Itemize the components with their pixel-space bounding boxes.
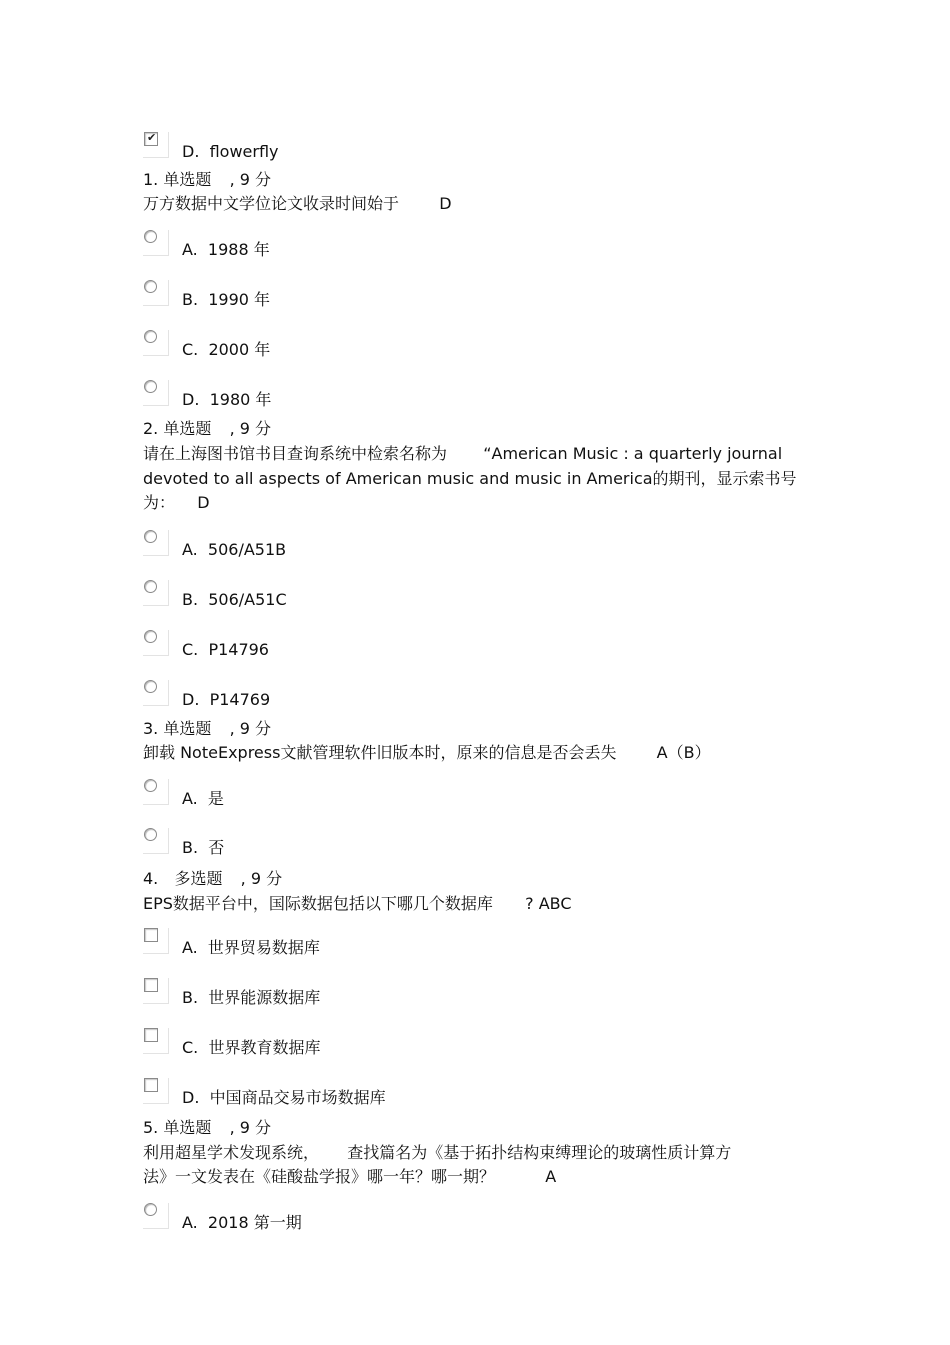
option-letter: B. bbox=[182, 290, 199, 309]
question-5-stem-line-2 bbox=[143, 1167, 556, 1187]
radio-button[interactable] bbox=[144, 230, 157, 243]
option-text: 世界教育数据库 bbox=[208, 1038, 321, 1057]
option-text: 否 bbox=[208, 838, 225, 857]
checkbox[interactable] bbox=[144, 928, 158, 942]
answer-mark: A（B） bbox=[656, 743, 711, 762]
question-2-stem-line-3 bbox=[143, 493, 210, 513]
option-text: 1988 年 bbox=[207, 240, 270, 259]
option-label bbox=[182, 1088, 386, 1108]
answer-mark: D bbox=[197, 493, 210, 512]
checkbox-control[interactable] bbox=[143, 132, 169, 158]
option-letter: D. bbox=[182, 1088, 200, 1107]
radio-button[interactable] bbox=[144, 779, 157, 792]
option-letter: D. bbox=[182, 142, 200, 161]
radio-control[interactable] bbox=[143, 530, 169, 556]
question-5-stem-line-1 bbox=[143, 1143, 731, 1163]
option-text: 是 bbox=[207, 789, 224, 808]
option-letter: C. bbox=[182, 1038, 199, 1057]
radio-button[interactable] bbox=[144, 280, 157, 293]
radio-button[interactable] bbox=[144, 530, 157, 543]
question-score: , 9 分 bbox=[229, 419, 272, 438]
checkbox-control[interactable] bbox=[143, 1028, 169, 1054]
radio-control[interactable] bbox=[143, 828, 169, 854]
question-score: , 9 分 bbox=[229, 719, 272, 738]
option-label bbox=[182, 789, 224, 809]
question-type: 多选题 bbox=[174, 869, 223, 888]
option-letter: D. bbox=[182, 690, 200, 709]
option-text: P14796 bbox=[208, 640, 269, 659]
question-4-header bbox=[143, 869, 282, 889]
question-type: 单选题 bbox=[163, 719, 212, 738]
option-label bbox=[182, 340, 270, 360]
option-letter: B. bbox=[182, 590, 199, 609]
check-icon: ✔ bbox=[147, 131, 157, 144]
option-label bbox=[182, 142, 279, 162]
option-letter: C. bbox=[182, 640, 199, 659]
option-text: 中国商品交易市场数据库 bbox=[209, 1088, 386, 1107]
option-label bbox=[182, 988, 320, 1008]
question-type: 单选题 bbox=[163, 170, 212, 189]
radio-control[interactable] bbox=[143, 230, 169, 256]
option-text: flowerfly bbox=[209, 142, 279, 161]
option-text: P14769 bbox=[209, 690, 271, 709]
checkbox-checked[interactable] bbox=[144, 132, 158, 146]
stem-text: 为： bbox=[143, 493, 176, 512]
option-label bbox=[182, 640, 269, 660]
radio-control[interactable] bbox=[143, 580, 169, 606]
option-label bbox=[182, 240, 270, 260]
radio-button[interactable] bbox=[144, 330, 157, 343]
answer-mark: ? ABC bbox=[525, 894, 572, 913]
radio-button[interactable] bbox=[144, 630, 157, 643]
option-label bbox=[182, 938, 320, 958]
radio-button[interactable] bbox=[144, 380, 157, 393]
radio-button[interactable] bbox=[144, 680, 157, 693]
question-2-header bbox=[143, 419, 271, 439]
option-text: 1990 年 bbox=[208, 290, 271, 309]
checkbox[interactable] bbox=[144, 1028, 158, 1042]
checkbox-control[interactable] bbox=[143, 1078, 169, 1104]
option-text: 506/A51C bbox=[208, 590, 287, 609]
question-5-header bbox=[143, 1118, 271, 1138]
checkbox-control[interactable] bbox=[143, 928, 169, 954]
option-label bbox=[182, 1038, 320, 1058]
option-label bbox=[182, 290, 270, 310]
question-3-header bbox=[143, 719, 271, 739]
question-type: 单选题 bbox=[163, 1118, 212, 1137]
stem-text: 请在上海图书馆书目查询系统中检索名称为 bbox=[143, 444, 448, 463]
radio-control[interactable] bbox=[143, 680, 169, 706]
option-label bbox=[182, 590, 287, 610]
option-letter: A. bbox=[182, 938, 198, 957]
stem-text: 查找篇名为《基于拓扑结构束缚理论的玻璃性质计算方 bbox=[347, 1143, 732, 1162]
option-text: 1980 年 bbox=[209, 390, 272, 409]
question-score: , 9 分 bbox=[229, 170, 272, 189]
option-letter: A. bbox=[182, 240, 198, 259]
checkbox-control[interactable] bbox=[143, 978, 169, 1004]
question-type: 单选题 bbox=[163, 419, 212, 438]
option-letter: D. bbox=[182, 390, 200, 409]
question-number: 1. bbox=[143, 170, 159, 189]
checkbox[interactable] bbox=[144, 978, 158, 992]
option-letter: B. bbox=[182, 988, 199, 1007]
option-text: 2000 年 bbox=[208, 340, 271, 359]
option-letter: A. bbox=[182, 789, 198, 808]
radio-control[interactable] bbox=[143, 280, 169, 306]
option-label bbox=[182, 838, 224, 858]
option-label bbox=[182, 1213, 302, 1233]
radio-control[interactable] bbox=[143, 630, 169, 656]
radio-control[interactable] bbox=[143, 380, 169, 406]
option-label bbox=[182, 540, 286, 560]
stem-text: 卸载 NoteExpress文献管理软件旧版本时，原来的信息是否会丢失 bbox=[143, 743, 617, 762]
question-number: 4. bbox=[143, 869, 159, 888]
option-letter: A. bbox=[182, 1213, 198, 1232]
radio-control[interactable] bbox=[143, 779, 169, 805]
option-label bbox=[182, 390, 271, 410]
question-2-stem-line-2 bbox=[143, 469, 797, 489]
question-number: 2. bbox=[143, 419, 159, 438]
question-2-stem-line-1 bbox=[143, 444, 782, 464]
answer-mark: D bbox=[439, 194, 452, 213]
option-letter: C. bbox=[182, 340, 199, 359]
radio-control[interactable] bbox=[143, 330, 169, 356]
question-score: , 9 分 bbox=[240, 869, 283, 888]
radio-button[interactable] bbox=[144, 1203, 157, 1216]
option-label bbox=[182, 690, 270, 710]
stem-text: “American Music : a quarterly journal bbox=[483, 444, 783, 463]
stem-text: devoted to all aspects of American music and music in America的期刊，显示索书号 bbox=[143, 469, 797, 488]
radio-button[interactable] bbox=[144, 580, 157, 593]
stem-text: 利用超星学术发现系统， bbox=[143, 1143, 320, 1162]
stem-text: 万方数据中文学位论文收录时间始于 bbox=[143, 194, 400, 213]
option-letter: A. bbox=[182, 540, 198, 559]
stem-text: EPS数据平台中，国际数据包括以下哪几个数据库 bbox=[143, 894, 493, 913]
radio-button[interactable] bbox=[144, 828, 157, 841]
question-4-stem bbox=[143, 894, 572, 914]
question-1-stem bbox=[143, 194, 452, 214]
stem-text: 法》一文发表在《硅酸盐学报》哪一年？哪一期？ bbox=[143, 1167, 496, 1186]
question-score: , 9 分 bbox=[229, 1118, 272, 1137]
question-number: 3. bbox=[143, 719, 159, 738]
answer-mark: A bbox=[545, 1167, 557, 1186]
option-text: 506/A51B bbox=[207, 540, 287, 559]
option-letter: B. bbox=[182, 838, 199, 857]
option-text: 世界能源数据库 bbox=[208, 988, 321, 1007]
question-3-stem bbox=[143, 743, 711, 763]
question-1-header bbox=[143, 170, 271, 190]
option-text: 世界贸易数据库 bbox=[207, 938, 320, 957]
question-number: 5. bbox=[143, 1118, 159, 1137]
radio-control[interactable] bbox=[143, 1203, 169, 1229]
checkbox[interactable] bbox=[144, 1078, 158, 1092]
option-text: 2018 第一期 bbox=[207, 1213, 302, 1232]
